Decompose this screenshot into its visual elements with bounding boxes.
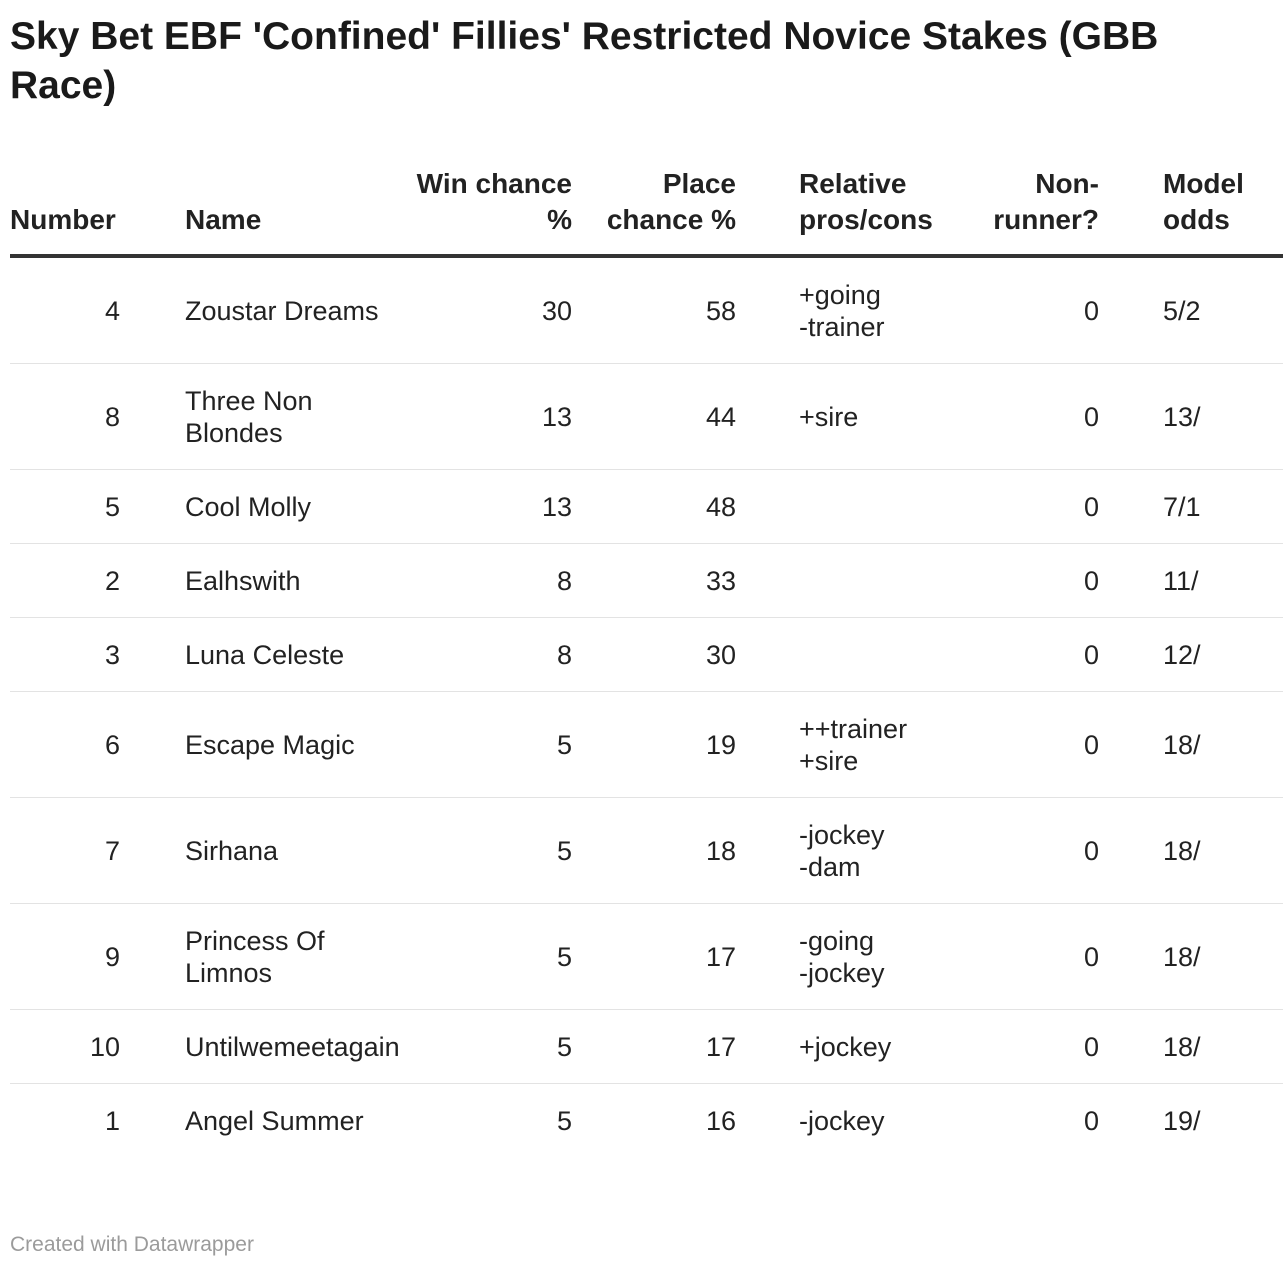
- cell-win-chance: 5: [415, 1010, 572, 1084]
- cell-model-odds: 18/: [1163, 1010, 1283, 1084]
- cell-relative-pros-cons: [799, 470, 979, 544]
- cell-number: 5: [10, 470, 120, 544]
- cell-win-chance: 30: [415, 256, 572, 364]
- pros-cons-item: -jockey: [799, 957, 885, 988]
- cell-relative-pros-cons: [799, 692, 979, 798]
- cell-model-odds: 12/: [1163, 618, 1283, 692]
- cell-relative-pros-cons: [799, 1010, 979, 1084]
- cell-model-odds: 18/: [1163, 692, 1283, 798]
- cell-model-odds: 19/: [1163, 1105, 1201, 1136]
- cell-relative-pros-cons: [799, 798, 979, 904]
- cell-non-runner: 0: [979, 1010, 1099, 1084]
- cell-non-runner: 0: [979, 544, 1099, 618]
- table-row: [10, 904, 1283, 1010]
- cell-non-runner: 0: [979, 364, 1099, 470]
- cell-model-odds: 18/: [1163, 798, 1283, 904]
- header-name[interactable]: Name: [185, 166, 415, 256]
- cell-non-runner: 0: [979, 256, 1099, 364]
- table-row: [10, 1010, 1283, 1084]
- cell-name: Angel Summer: [185, 1105, 364, 1136]
- cell-name: Escape Magic: [185, 692, 415, 798]
- cell-number: 6: [10, 692, 120, 798]
- odds-table: [10, 166, 1283, 1157]
- cell-win-chance: 5: [556, 1105, 572, 1136]
- header-row: [10, 166, 1283, 256]
- cell-win-chance: 8: [415, 618, 572, 692]
- cell-model-odds: 11/: [1163, 544, 1283, 618]
- cell-non-runner: 0: [1083, 1105, 1099, 1136]
- header-model-odds[interactable]: Model odds: [1163, 166, 1283, 256]
- cell-win-chance: 8: [415, 544, 572, 618]
- cell-relative-pros-cons: [799, 1084, 979, 1158]
- cell-place-chance: 30: [572, 618, 736, 692]
- cell-model-odds: 7/1: [1163, 470, 1283, 544]
- cell-win-chance: 5: [415, 798, 572, 904]
- cell-number: 9: [10, 904, 120, 1010]
- table-row: [10, 798, 1283, 904]
- pros-cons-item: -jockey: [799, 819, 885, 850]
- header-place-chance[interactable]: Place chance %: [572, 166, 736, 256]
- cell-model-odds: 5/2: [1163, 256, 1283, 364]
- cell-place-chance: 19: [572, 692, 736, 798]
- pros-cons-item: -jockey: [799, 1105, 885, 1136]
- cell-relative-pros-cons: [799, 364, 979, 470]
- cell-non-runner: 0: [979, 904, 1099, 1010]
- cell-non-runner: 0: [979, 470, 1099, 544]
- cell-place-chance: 44: [572, 364, 736, 470]
- pros-cons-item: +sire: [799, 745, 859, 776]
- cell-non-runner: 0: [979, 692, 1099, 798]
- pros-cons-item: -trainer: [799, 311, 885, 342]
- pros-cons-item: +sire: [799, 401, 859, 432]
- cell-number: 10: [10, 1010, 120, 1084]
- cell-model-odds: 18/: [1163, 904, 1283, 1010]
- header-number[interactable]: Number: [10, 166, 120, 256]
- cell-name: Cool Molly: [185, 470, 415, 544]
- cell-name: Princess Of Limnos: [185, 904, 415, 1010]
- table-row: [10, 618, 1283, 692]
- cell-name: Ealhswith: [185, 544, 415, 618]
- cell-place-chance: 18: [572, 798, 736, 904]
- header-non-runner[interactable]: Non-runner?: [979, 166, 1099, 256]
- pros-cons-item: +jockey: [799, 1031, 892, 1062]
- cell-number: 3: [10, 618, 120, 692]
- cell-win-chance: 5: [415, 904, 572, 1010]
- cell-number: 8: [10, 364, 120, 470]
- table-row: [10, 256, 1283, 364]
- cell-place-chance: 16: [705, 1105, 736, 1136]
- cell-relative-pros-cons: [799, 904, 979, 1010]
- cell-win-chance: 13: [415, 364, 572, 470]
- cell-name: Three Non Blondes: [185, 364, 415, 470]
- pros-cons-item: +going: [799, 279, 881, 310]
- cell-place-chance: 58: [572, 256, 736, 364]
- cell-number: 4: [10, 256, 120, 364]
- cell-place-chance: 17: [572, 904, 736, 1010]
- table-row: [10, 364, 1283, 470]
- pros-cons-item: ++trainer: [799, 713, 908, 744]
- cell-name: Luna Celeste: [185, 618, 415, 692]
- pros-cons-item: -going: [799, 925, 875, 956]
- cell-relative-pros-cons: [799, 544, 979, 618]
- cell-non-runner: 0: [979, 798, 1099, 904]
- cell-win-chance: 13: [415, 470, 572, 544]
- chart-title: Sky Bet EBF 'Confined' Fillies' Restricted Novice Stakes (GBB Race): [10, 15, 1159, 107]
- cell-place-chance: 33: [572, 544, 736, 618]
- cell-model-odds: 13/: [1163, 364, 1283, 470]
- table-row: [10, 544, 1283, 618]
- cell-name: Untilwemeetagain: [185, 1010, 415, 1084]
- cell-relative-pros-cons: [799, 256, 979, 364]
- cell-win-chance: 5: [415, 692, 572, 798]
- table-row: [10, 1084, 1283, 1158]
- cell-name: Sirhana: [185, 798, 415, 904]
- pros-cons-item: -dam: [799, 851, 861, 882]
- table-row: [10, 692, 1283, 798]
- cell-name: Zoustar Dreams: [185, 256, 415, 364]
- cell-non-runner: 0: [979, 618, 1099, 692]
- header-win-chance[interactable]: Win chance %: [415, 166, 572, 256]
- datawrapper-credit[interactable]: Created with Datawrapper: [10, 1233, 254, 1256]
- cell-relative-pros-cons: [799, 618, 979, 692]
- header-relative-pros-cons[interactable]: Relative pros/cons: [799, 166, 979, 256]
- cell-number: 7: [10, 798, 120, 904]
- cell-place-chance: 48: [572, 470, 736, 544]
- table-body: [10, 256, 1283, 1157]
- cell-number: 1: [104, 1105, 120, 1136]
- cell-number: 2: [10, 544, 120, 618]
- table-row: [10, 470, 1283, 544]
- cell-place-chance: 17: [572, 1010, 736, 1084]
